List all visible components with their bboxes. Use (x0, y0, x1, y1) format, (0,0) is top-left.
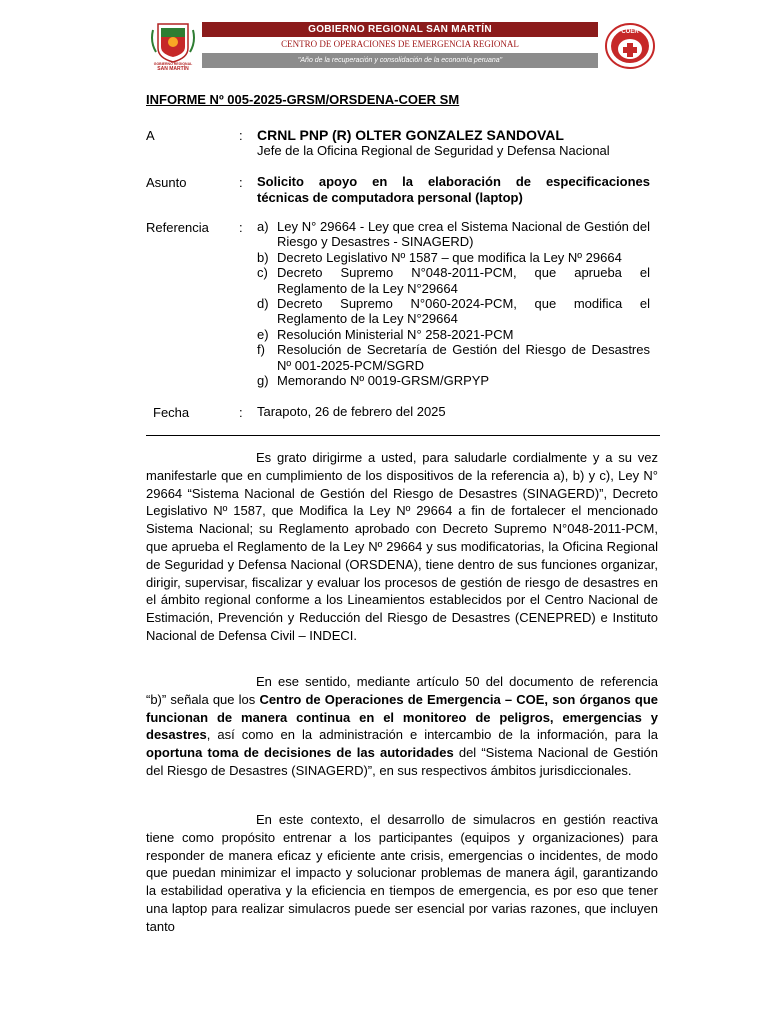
body-paragraph-2: En ese sentido, mediante artículo 50 del documento de referencia “b)” señala que los Centro de Operaciones de Emergencia – COE, son órganos que funcionan de manera continua en el monitoreo de peligros, emergencias y desastres, así como en la administración e intercambio de la información, para la oportuna toma de decisiones de las autoridades del “Sistema Nacional de Gestión del Riesgo de Desastres (SINAGERD)”, en sus respectivos ámbitos jurisdiccionales. (146, 674, 658, 778)
subject-colon: : (239, 175, 243, 190)
reference-item: a) Ley N° 29664 - Ley que crea el Sistema Nacional de Gestión del Riesgo y Desastres - SINAGERD) (257, 219, 650, 250)
reference-item: g) Memorando Nº 0019-GRSM/GRPYP (257, 373, 490, 389)
recipient-name: CRNL PNP (R) OLTER GONZALEZ SANDOVAL (257, 127, 564, 143)
banner-subtitle: CENTRO DE OPERACIONES DE EMERGENCIA REGIONAL (202, 37, 598, 52)
subject-line-1: Solicito apoyo en la elaboración de especificaciones (257, 174, 650, 189)
recipient-position: Jefe de la Oficina Regional de Seguridad y Defensa Nacional (257, 143, 610, 158)
reference-item: e) Resolución Ministerial N° 258-2021-PCM (257, 326, 514, 342)
body-paragraph-3: En este contexto, el desarrollo de simulacros en gestión reactiva tiene como propósito entrenar a los participantes (equipos y organizaciones) para responder de manera eficaz y eficiente ante crisis, emergencias o incidentes, de modo que puedan minimizar el impacto y solucionar problemas de manera ágil, garantizando la estabilidad operativa y la eficiencia en tiempos de emergencia, es por eso que tener una laptop para realizar simulacros puede ser esencial por varias razones, que incluyen tanto (146, 812, 658, 934)
reference-label: Referencia (146, 220, 209, 235)
reference-item: f) Resolución de Secretaría de Gestión del Riesgo de Desastres Nº 001-2025-PCM/SGRD (257, 342, 650, 373)
to-block (257, 127, 610, 159)
coer-logo-text: COER (621, 29, 639, 35)
reference-item: b) Decreto Legislativo Nº 1587 – que modifica la Ley Nº 29664 (257, 249, 622, 265)
coer-logo (604, 22, 656, 70)
logo-caption-1: GOBIERNO REGIONAL (153, 62, 193, 66)
reference-item: c) Decreto Supremo N°048-2011-PCM, que aprueba el Reglamento de la Ley N°29664 (257, 265, 650, 296)
subject-text (257, 174, 650, 206)
to-colon: : (239, 128, 243, 143)
reference-item: d) Decreto Supremo N°060-2024-PCM, que modifica el Reglamento de la Ley N°29664 (257, 296, 650, 327)
report-title: INFORME Nº 005-2025-GRSM/ORSDENA-COER SM (146, 92, 460, 107)
banner-title: GOBIERNO REGIONAL SAN MARTÍN (202, 22, 598, 37)
logo-caption-2: SAN MARTÍN (157, 65, 189, 72)
reference-colon: : (239, 220, 243, 235)
header-banner (202, 22, 598, 68)
subject-line-2: técnicas de computadora personal (laptop) (257, 190, 523, 205)
date-label: Fecha (153, 405, 190, 420)
body-paragraph-1: Es grato dirigirme a usted, para saludarle cordialmente y a su vez manifestarle que en cumplimiento de los dispositivos de la referencia a), b) y c), Ley N° 29664 “Sistema Nacional de Gestión del Riesgo de Desastres (SINAGERD)”, Decreto Legislativo Nº 1587, que Modifica la Ley Nº 29664 a fin de fortalecer el mencionado Sistema Nacional; su Reglamento aprobado con Decreto Supremo N°048-2011-PCM, que aprueba el Reglamento de la Ley Nº 29664 y sus modificatorias, la Oficina Regional de Seguridad y Defensa Nacional (ORSDENA), tiene dentro de sus funciones organizar, dirigir, supervisar, fiscalizar y evaluar los procesos de gestión de riesgo de desastres en el ámbito regional conforme a los Lineamientos establecidos por el Centro Nacional de Estimación, Prevención y Reducción del Riesgo de Desastres (CENEPRED) e Instituto Nacional de Defensa Civil – INDECI. (146, 450, 658, 643)
regional-government-logo (150, 20, 196, 72)
divider (146, 435, 660, 436)
to-label: A (146, 128, 155, 143)
date-colon: : (239, 405, 243, 420)
banner-motto: "Año de la recuperación y consolidación de la economía peruana" (202, 53, 598, 68)
date-value: Tarapoto, 26 de febrero del 2025 (257, 404, 446, 419)
subject-label: Asunto (146, 175, 187, 190)
reference-list (257, 219, 650, 388)
